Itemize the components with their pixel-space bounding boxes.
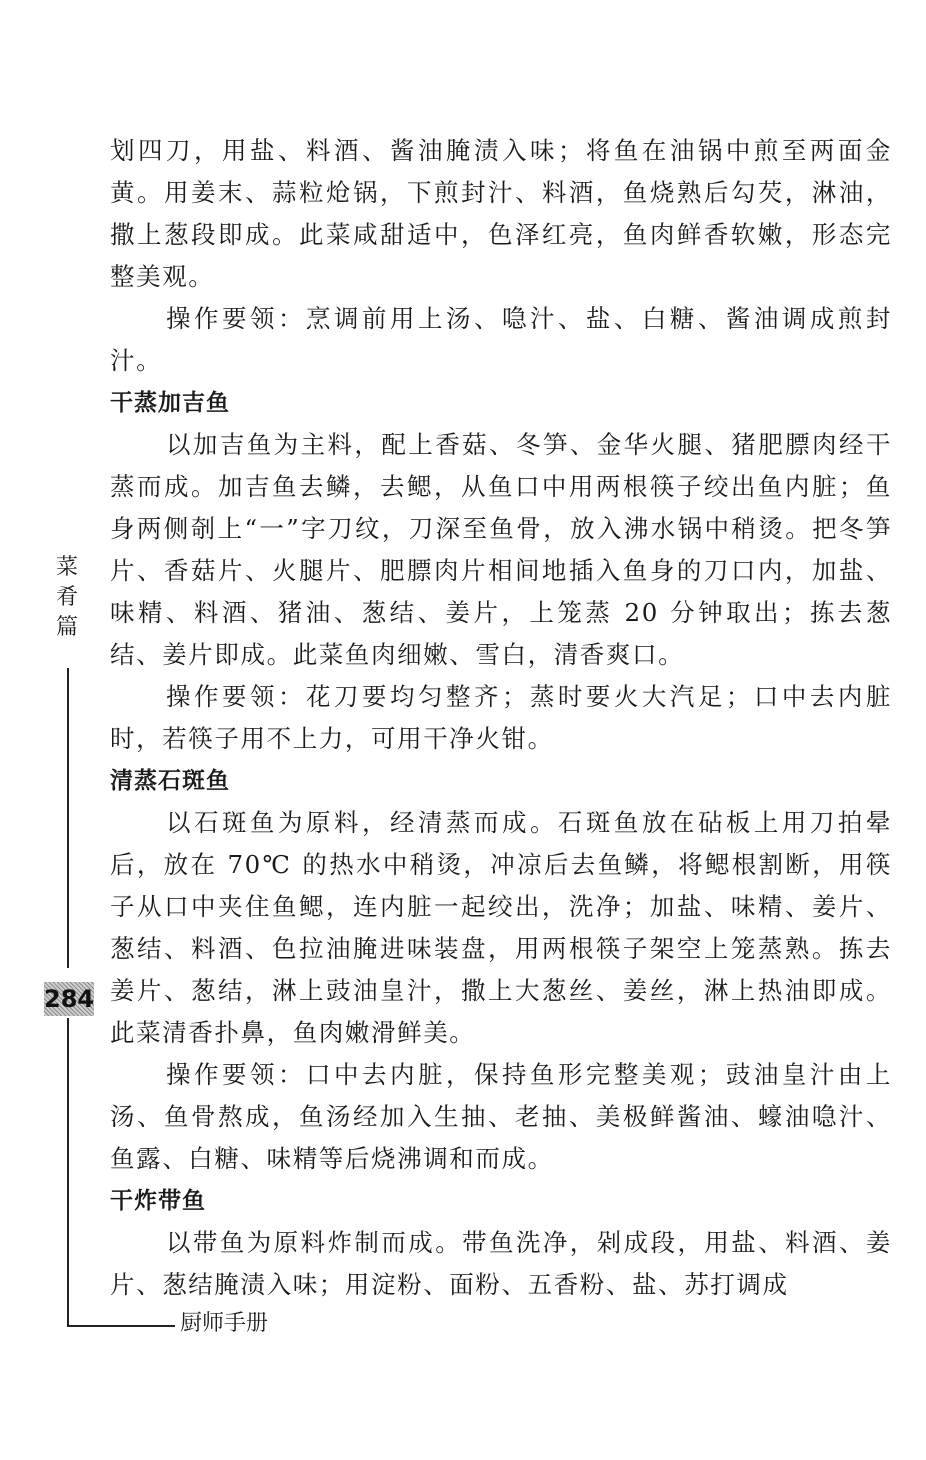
- main-text: [110, 130, 892, 1306]
- section-label-char: 肴: [55, 585, 78, 610]
- section-label-char: 菜: [55, 555, 78, 580]
- paragraph: 以加吉鱼为主料，配上香菇、冬笋、金华火腿、猪肥膘肉经干蒸而成。加吉鱼去鳞，去鳃，从鱼口中用两根筷子绞出鱼内脏；鱼身两侧剞上“一”字刀纹，刀深至鱼骨，放入沸水锅中稍烫。把冬笋片、香菇片、火腿片、肥膘肉片相间地插入鱼身的刀口内，加盐、味精、料酒、猪油、葱结、姜片，上笼蒸 20 分钟取出；拣去葱结、姜片即成。此菜鱼肉细嫩、雪白，清香爽口。: [110, 430, 892, 669]
- recipe-heading: 干炸带鱼: [110, 1188, 206, 1214]
- paragraph: 操作要领：口中去内脏，保持鱼形完整美观；豉油皇汁由上汤、鱼骨熬成，鱼汤经加入生抽、老抽、美极鲜酱油、蠔油喼汁、鱼露、白糖、味精等后烧沸调和而成。: [110, 1060, 892, 1173]
- paragraph: 划四刀，用盐、料酒、酱油腌渍入味；将鱼在油锅中煎至两面金黄。用姜末、蒜粒炝锅，下煎封汁、料酒，鱼烧熟后勾芡，淋油，撒上葱段即成。此菜咸甜适中，色泽红亮，鱼肉鲜香软嫩，形态完整美观。: [110, 136, 892, 291]
- paragraph: 操作要领：烹调前用上汤、喼汁、盐、白糖、酱油调成煎封汁。: [110, 304, 892, 375]
- footer-rule: [67, 1325, 175, 1327]
- page-number: 284: [44, 982, 94, 1016]
- section-label: [52, 553, 82, 643]
- margin-rule-bottom: [67, 1018, 69, 1326]
- margin-rule-top: [67, 668, 69, 968]
- section-label-char: 篇: [55, 615, 78, 640]
- recipe-heading: 清蒸石斑鱼: [110, 768, 230, 794]
- recipe-heading: 干蒸加吉鱼: [110, 390, 230, 416]
- footer-book-title: 厨师手册: [180, 1311, 269, 1336]
- paragraph: 以带鱼为原料炸制而成。带鱼洗净，剁成段，用盐、料酒、姜片、葱结腌渍入味；用淀粉、面粉、五香粉、盐、苏打调成: [110, 1228, 892, 1299]
- paragraph: 操作要领：花刀要均匀整齐；蒸时要火大汽足；口中去内脏时，若筷子用不上力，可用干净火钳。: [110, 682, 892, 753]
- paragraph: 以石斑鱼为原料，经清蒸而成。石斑鱼放在砧板上用刀拍晕后，放在 70℃ 的热水中稍烫，冲凉后去鱼鳞，将鳃根割断，用筷子从口中夹住鱼鳃，连内脏一起绞出，洗净；加盐、味精、姜片、葱结、料酒、色拉油腌进味装盘，用两根筷子架空上笼蒸熟。拣去姜片、葱结，淋上豉油皇汁，撒上大葱丝、姜丝，淋上热油即成。此菜清香扑鼻，鱼肉嫩滑鲜美。: [110, 808, 892, 1047]
